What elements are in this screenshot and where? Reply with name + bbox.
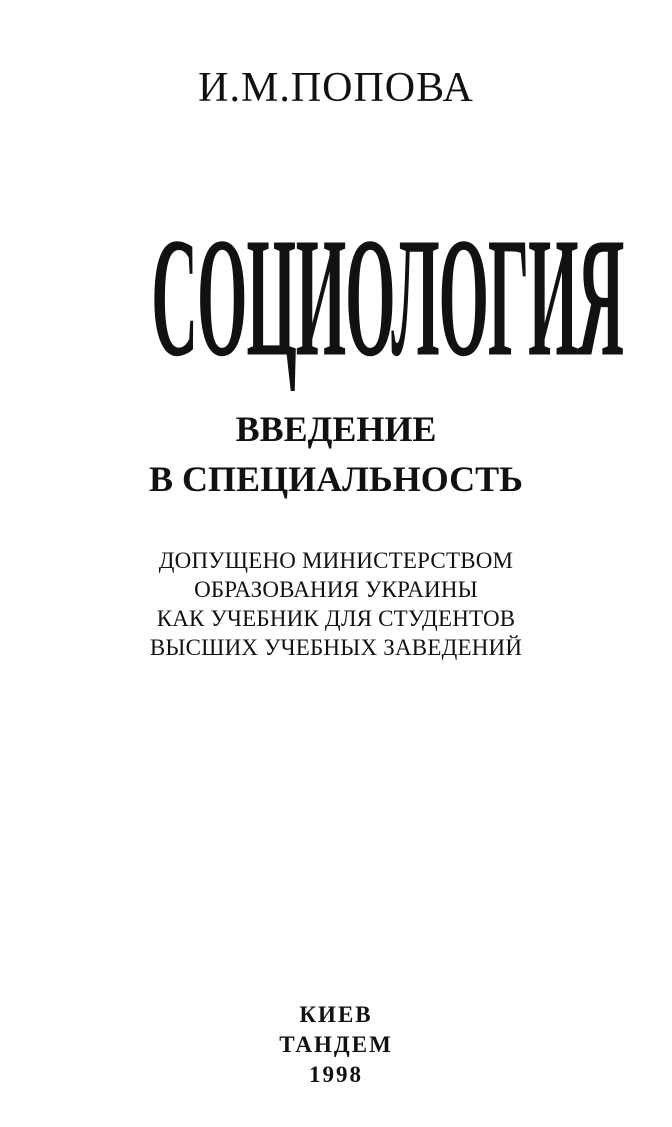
book-title: СОЦИОЛОГИЯ [151, 202, 624, 393]
imprint [0, 1000, 672, 1090]
imprint-publisher: ТАНДЕМ [279, 1032, 393, 1057]
approval-statement [0, 546, 672, 662]
approval-line-4: ВЫСШИХ УЧЕБНЫХ ЗАВЕДЕНИЙ [149, 635, 523, 660]
imprint-year: 1998 [309, 1062, 363, 1087]
book-subtitle [0, 404, 672, 504]
approval-line-1: ДОПУЩЕНО МИНИСТЕРСТВОМ [158, 548, 514, 573]
author-name: И.М.ПОПОВА [198, 65, 474, 111]
approval-line-3: КАК УЧЕБНИК ДЛЯ СТУДЕНТОВ [156, 606, 516, 631]
imprint-city: КИЕВ [299, 1002, 373, 1027]
subtitle-line-2: В СПЕЦИАЛЬНОСТЬ [149, 459, 523, 499]
approval-line-2: ОБРАЗОВАНИЯ УКРАИНЫ [194, 577, 478, 602]
subtitle-line-1: ВВЕДЕНИЕ [235, 409, 437, 449]
